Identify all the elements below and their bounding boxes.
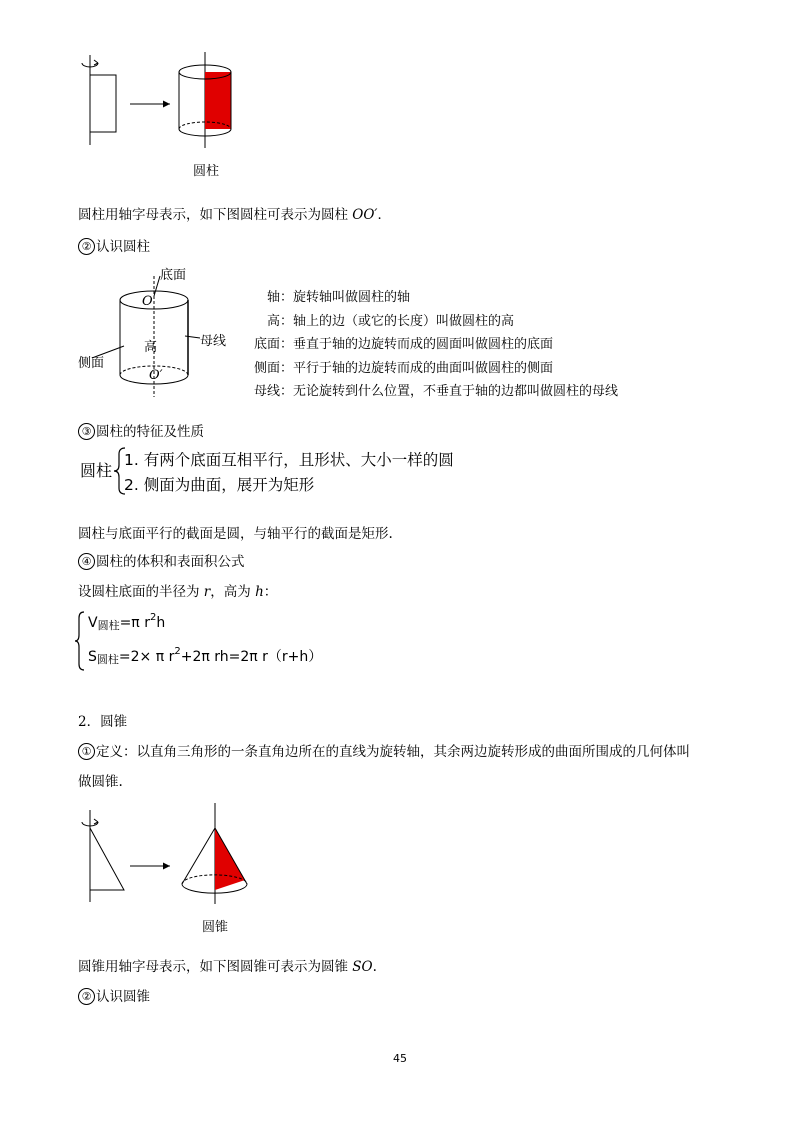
circled-number: ② — [78, 238, 95, 255]
cylinder-formation-figure — [70, 50, 270, 150]
features-head: 圆柱 — [80, 461, 113, 480]
formula-brace — [74, 610, 86, 672]
cone-definition-cont: 做圆锥. — [78, 774, 123, 790]
circled-number: ① — [78, 743, 95, 760]
label-o-bottom: O′ — [149, 368, 163, 383]
paragraph-cone-notation: 圆锥用轴字母表示，如下图圆锥可表示为圆锥 SO. — [78, 959, 377, 975]
paragraph-cylinder-notation: 圆柱用轴字母表示，如下图圆柱可表示为圆柱 OO′． — [78, 207, 391, 223]
math-so: SO — [352, 959, 373, 975]
feature-2: 2. 侧面为曲面，展开为矩形 — [124, 476, 315, 494]
cylinder-definitions — [254, 286, 618, 404]
label-o-top: O — [142, 294, 153, 309]
circled-number: ③ — [78, 423, 95, 440]
section-recognize-cylinder: ② 认识圆柱 — [78, 238, 150, 256]
figure-caption-cylinder: 圆柱 — [193, 164, 220, 179]
cone-formation-figure — [70, 800, 270, 910]
circled-number: ④ — [78, 553, 95, 570]
section-volume-area: ④ 圆柱的体积和表面积公式 — [78, 553, 245, 571]
def-lateral: 侧面：平行于轴的边旋转而成的曲面叫做圆柱的侧面 — [254, 360, 554, 376]
figure-caption-cone: 圆锥 — [202, 920, 229, 935]
section-recognize-cone: ② 认识圆锥 — [78, 988, 150, 1006]
feature-1: 1. 有两个底面互相平行，且形状、大小一样的圆 — [124, 451, 454, 469]
label-bottom-face: 底面 — [160, 268, 187, 283]
section-2-cone: 2．圆锥 — [78, 714, 128, 730]
formula-surface-area: $S_{圆柱}=2\times \pi$ $r^2+2\pi$ rh=2π r（r+h） — [88, 646, 323, 666]
formula-volume: $V_{圆柱}=\pi$ $r^2h$ — [88, 612, 166, 632]
label-generatrix: 母线 — [200, 334, 227, 349]
def-axis: 轴：旋转轴叫做圆柱的轴 — [267, 290, 411, 305]
circled-number: ② — [78, 988, 95, 1005]
math-oo-prime: OO′ — [352, 207, 378, 223]
def-generatrix: 母线：无论旋转到什么位置，不垂直于轴的边都叫做圆柱的母线 — [254, 384, 619, 399]
cone-definition: ① 定义：以直角三角形的一条直角边所在的直线为旋转轴，其余两边旋转形成的曲面所围成的几何体叫 — [78, 743, 690, 761]
label-height: 高 — [144, 340, 158, 355]
paragraph-cross-sections: 圆柱与底面平行的截面是圆，与轴平行的截面是矩形. — [78, 526, 393, 542]
section-cylinder-features: ③ 圆柱的特征及性质 — [78, 423, 204, 441]
label-side: 侧面 — [78, 356, 105, 371]
page-number: 45 — [393, 1052, 407, 1065]
def-base: 底面：垂直于轴的边旋转而成的圆面叫做圆柱的底面 — [254, 337, 554, 352]
paragraph-radius-height: 设圆柱底面的半径为 r，高为 h： — [78, 584, 278, 600]
def-height: 高：轴上的边（或它的长度）叫做圆柱的高 — [267, 313, 515, 329]
